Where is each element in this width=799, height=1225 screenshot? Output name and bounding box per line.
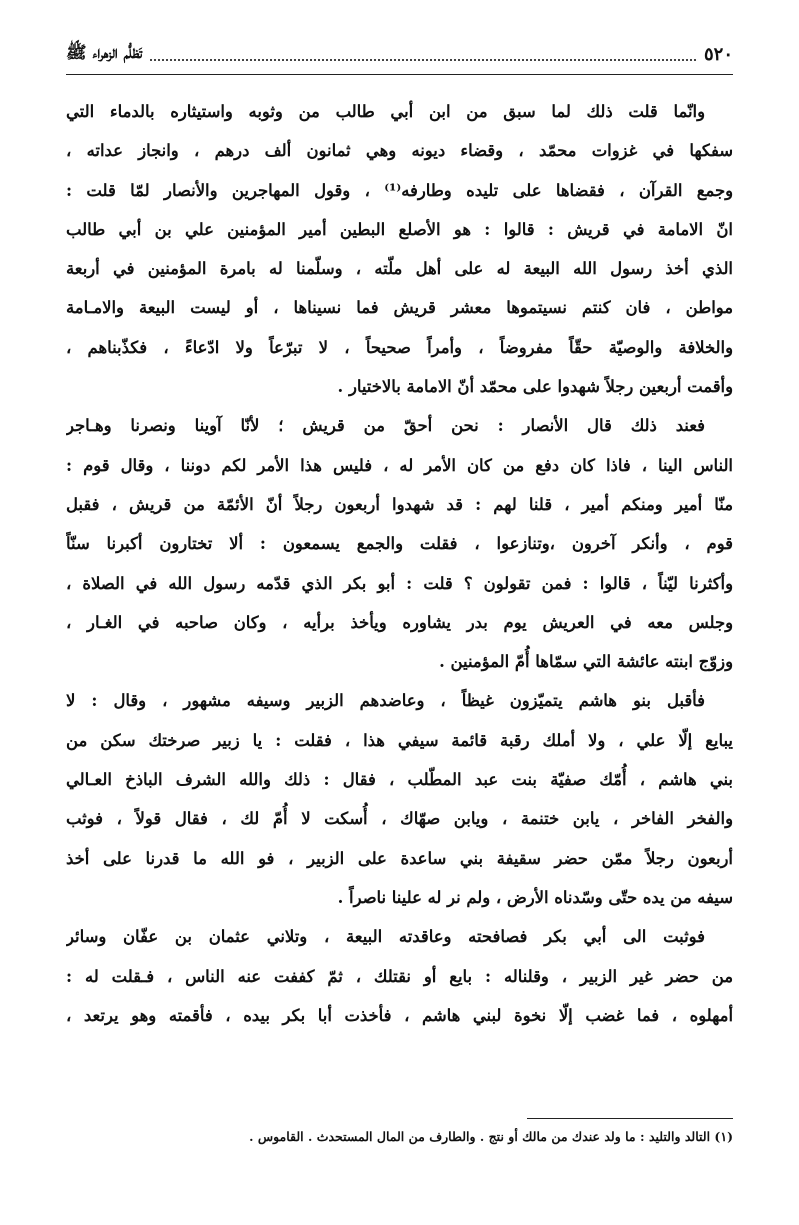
text-line: سفكها في غزوات محمّد ، وقضاء ديونه وهي ثمانون ألف درهم ، وانجاز عداته ، bbox=[66, 141, 733, 161]
running-title: تَظلُّم الزهراء ﷺ bbox=[66, 42, 143, 63]
footnote: (١) التالد والتليد : ما ولد عندك من مالك أو نتج . والطارف من المال المستحدث . القاموس . bbox=[249, 1129, 733, 1144]
text-line: وزوّج ابنته عائشة التي سمّاها أُمّ المؤمنين . bbox=[439, 652, 733, 672]
text-line: مواطن ، فان كنتم نسيتموها معشر قريش فما نسيناها ، أو ليست البيعة والامـامة bbox=[66, 298, 733, 318]
text-line: سيفه من يده حتّى وسّدناه الأرض ، ولم نر له علينا ناصراً . bbox=[337, 887, 733, 907]
header-dot-leader bbox=[150, 59, 696, 61]
text-line: أربعون رجلاً ممّن حضر سقيفة بني ساعدة على الزبير ، فو الله ما قدرنا على أخذ bbox=[66, 848, 733, 868]
text-line: والخلافة والوصيّة حقّاً مفروضاً ، وأمراً صحيحاً ، لا تبرّعاً ولا ادّعاءً ، فكذّبناهم ، bbox=[66, 337, 733, 357]
text-line: الذي أخذ رسول الله البيعة له على أهل ملّته ، وسلّمنا له بامرة المؤمنين في أربعة bbox=[66, 259, 733, 279]
text-line: أمهلوه ، فما غضب إلّا نخوة لبني هاشم ، فأخذت أبا بكر بيده ، فأقمته وهو يرتعد ، bbox=[66, 1005, 733, 1025]
text-line: وأقمت أربعين رجلاً شهدوا على محمّد أنّ الامامة بالاختيار . bbox=[337, 377, 733, 397]
text-line: والفخر الفاخر ، يابن ختنمة ، ويابن صهّاك ، أُسكت لا أُمّ لك ، فقال قولاً ، فوثب bbox=[66, 809, 733, 829]
text-line: قوم ، وأنكر آخرون ،وتنازعوا ، فقلت والجمع يسمعون : ألا تختارون أكبرنا سنّاً bbox=[66, 534, 733, 554]
footnote-separator bbox=[527, 1118, 733, 1119]
text-line: بني هاشم ، أُمّك صفيّة بنت عبد المطّلب ، فقال : ذلك والله الشرف الباذخ العـالي bbox=[66, 770, 733, 790]
text-line: من حضر غير الزبير ، وقلناله : بايع أو نقتلك ، ثمّ كففت عنه الناس ، فـقلت له : bbox=[66, 966, 733, 986]
text-line: الناس الينا ، فاذا كان دفع من كان الأمر له ، فليس هذا الأمر لكم دوننا ، وقال قوم : bbox=[66, 455, 733, 475]
text-line: منّا أمير ومنكم أمير ، قلنا لهم : قد شهدوا أربعون رجلاً أنّ الأئمّة من قريش ، فقبل bbox=[66, 494, 733, 514]
text-line: وجمع القرآن ، فقضاها على تليده وطارفه⁽¹⁾ ، وقول المهاجرين والأنصار لمّا قلت : bbox=[66, 180, 733, 200]
text-line: وانّما قلت ذلك لما سبق من ابن أبي طالب من وثوبه واستيثاره بالدماء التي bbox=[66, 102, 705, 121]
text-line: وجلس معه في العريش يوم بدر يشاوره ويأخذ برأيه ، وكان صاحبه في الغـار ، bbox=[66, 612, 733, 632]
text-line: فوثبت الى أبي بكر فصافحته وعاقدته البيعة ، وتلاني عثمان بن عفّان وسائر bbox=[66, 927, 705, 947]
page-body-text bbox=[66, 92, 733, 1035]
text-line: وأكثرنا ليّناً ، قالوا : فمن تقولون ؟ قلت : أبو بكر الذي قدّمه رسول الله في الصلاة ، bbox=[66, 573, 733, 593]
text-line: فأقبل بنو هاشم يتميّزون غيظاً ، وعاضدهم الزبير وسيفه مشهور ، وقال : لا bbox=[66, 691, 705, 711]
page-header bbox=[66, 34, 733, 75]
text-line: انّ الامامة في قريش : قالوا : هو الأصلع البطين أمير المؤمنين علي بن أبي طالب bbox=[66, 219, 733, 239]
text-line: يبايع إلّا علي ، ولا أملك رقبة قائمة سيفي هذا ، فقلت : يا زبير صرختك سكن من bbox=[66, 730, 733, 750]
text-line: فعند ذلك قال الأنصار : نحن أحقّ من قريش ؛ لأنّا آوينا ونصرنا وهـاجر bbox=[66, 416, 705, 436]
page-number: ٥٢٠ bbox=[703, 43, 733, 65]
